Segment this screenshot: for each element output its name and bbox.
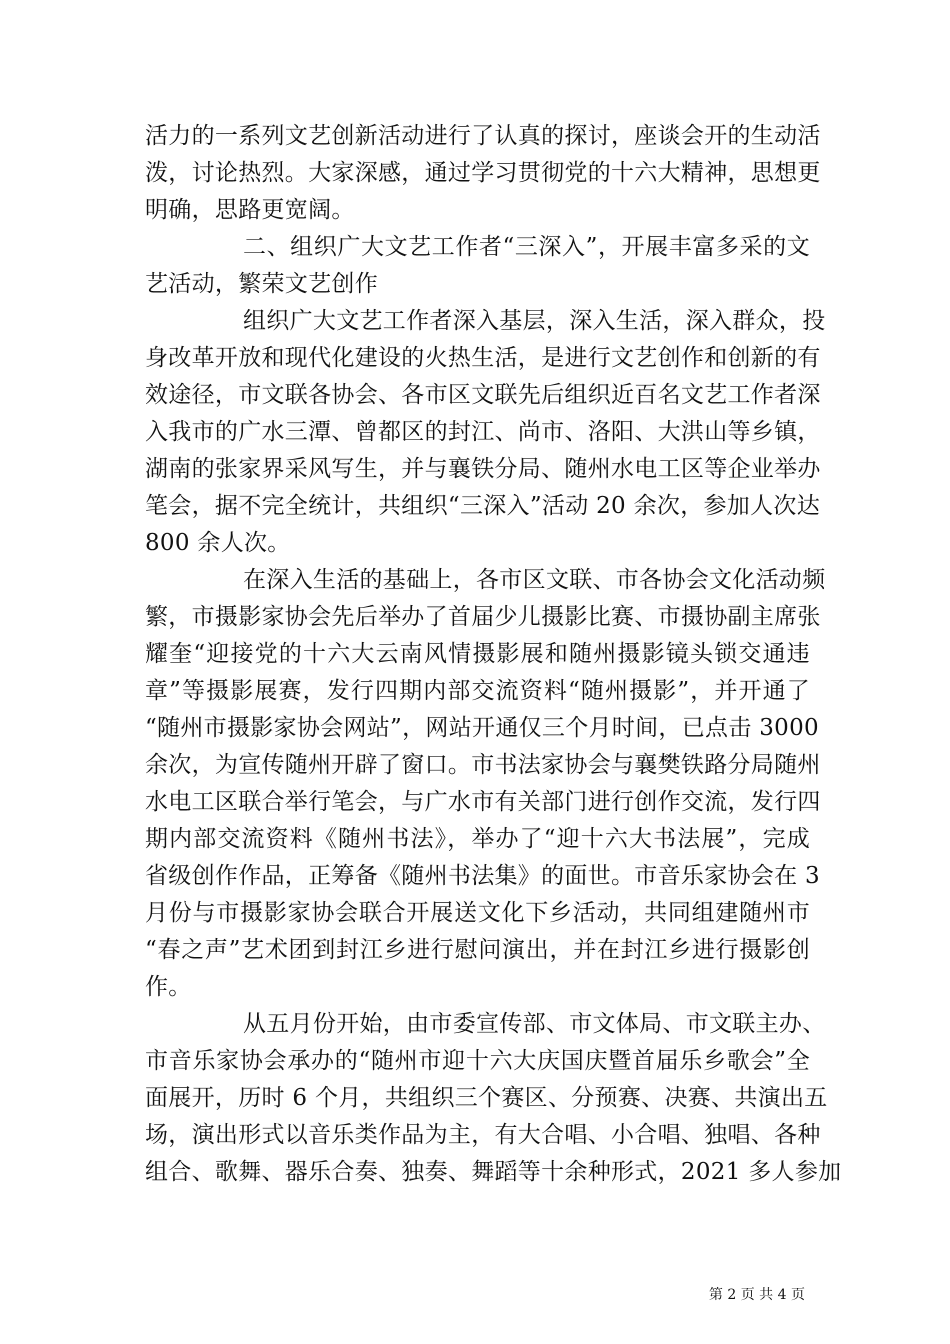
text-line: 期内部交流资料《随州书法》，举办了“迎十六大书法展”，完成 bbox=[145, 826, 810, 852]
section-heading-line: 艺活动，繁荣文艺创作 bbox=[145, 271, 378, 297]
text-line: 800 余人次。 bbox=[145, 530, 291, 556]
text-line: 组合、歌舞、器乐合奏、独奏、舞蹈等十余种形式，2021 多人参加 bbox=[145, 1159, 842, 1185]
text-line: 明确，思路更宽阔。 bbox=[145, 197, 355, 223]
text-line: 水电工区联合举行笔会，与广水市有关部门进行创作交流，发行四 bbox=[145, 789, 821, 815]
text-line: 市音乐家协会承办的“随州市迎十六大庆国庆暨首届乐乡歌会”全 bbox=[145, 1048, 810, 1074]
text-line: 入我市的广水三潭、曾都区的封江、尚市、洛阳、大洪山等乡镇， bbox=[145, 419, 821, 445]
text-line: 省级创作作品，正筹备《随州书法集》的面世。市音乐家协会在 3 bbox=[145, 863, 820, 889]
text-line: 笔会，据不完全统计，共组织“三深入”活动 20 余次，参加人次达 bbox=[145, 493, 821, 519]
text-line: 月份与市摄影家协会联合开展送文化下乡活动，共同组建随州市 bbox=[145, 900, 810, 926]
text-line: 效途径，市文联各协会、各市区文联先后组织近百名文艺工作者深 bbox=[145, 382, 821, 408]
text-line: 场，演出形式以音乐类作品为主，有大合唱、小合唱、独唱、各种 bbox=[145, 1122, 821, 1148]
text-line: 繁，市摄影家协会先后举办了首届少儿摄影比赛、市摄协副主席张 bbox=[145, 604, 821, 630]
text-line: 章”等摄影展赛，发行四期内部交流资料“随州摄影”，并开通了 bbox=[145, 678, 810, 704]
text-line: 从五月份开始，由市委宣传部、市文体局、市文联主办、 bbox=[243, 1011, 826, 1037]
text-line: “春之声”艺术团到封江乡进行慰问演出，并在封江乡进行摄影创 bbox=[145, 937, 810, 963]
text-line: “随州市摄影家协会网站”，网站开通仅三个月时间，已点击 3000 bbox=[145, 715, 819, 741]
text-line: 在深入生活的基础上，各市区文联、市各协会文化活动频 bbox=[243, 567, 826, 593]
text-line: 身改革开放和现代化建设的火热生活，是进行文艺创作和创新的有 bbox=[145, 345, 821, 371]
text-line: 作。 bbox=[145, 974, 192, 1000]
text-line: 耀奎“迎接党的十六大云南风情摄影展和随州摄影镜头锁交通违 bbox=[145, 641, 810, 667]
text-line: 湖南的张家界采风写生，并与襄铁分局、随州水电工区等企业举办 bbox=[145, 456, 821, 482]
text-line: 组织广大文艺工作者深入基层，深入生活，深入群众，投 bbox=[243, 308, 826, 334]
page-number-footer: 第 2 页 共 4 页 bbox=[708, 1287, 805, 1303]
text-line: 余次，为宣传随州开辟了窗口。市书法家协会与襄樊铁路分局随州 bbox=[145, 752, 821, 778]
text-line: 面展开，历时 6 个月，共组织三个赛区、分预赛、决赛、共演出五 bbox=[145, 1085, 828, 1111]
text-line: 活力的一系列文艺创新活动进行了认真的探讨，座谈会开的生动活 bbox=[145, 123, 821, 149]
section-heading-line: 二、组织广大文艺工作者“三深入”，开展丰富多采的文 bbox=[243, 234, 810, 260]
text-line: 泼，讨论热烈。大家深感，通过学习贯彻党的十六大精神，思想更 bbox=[145, 160, 821, 186]
